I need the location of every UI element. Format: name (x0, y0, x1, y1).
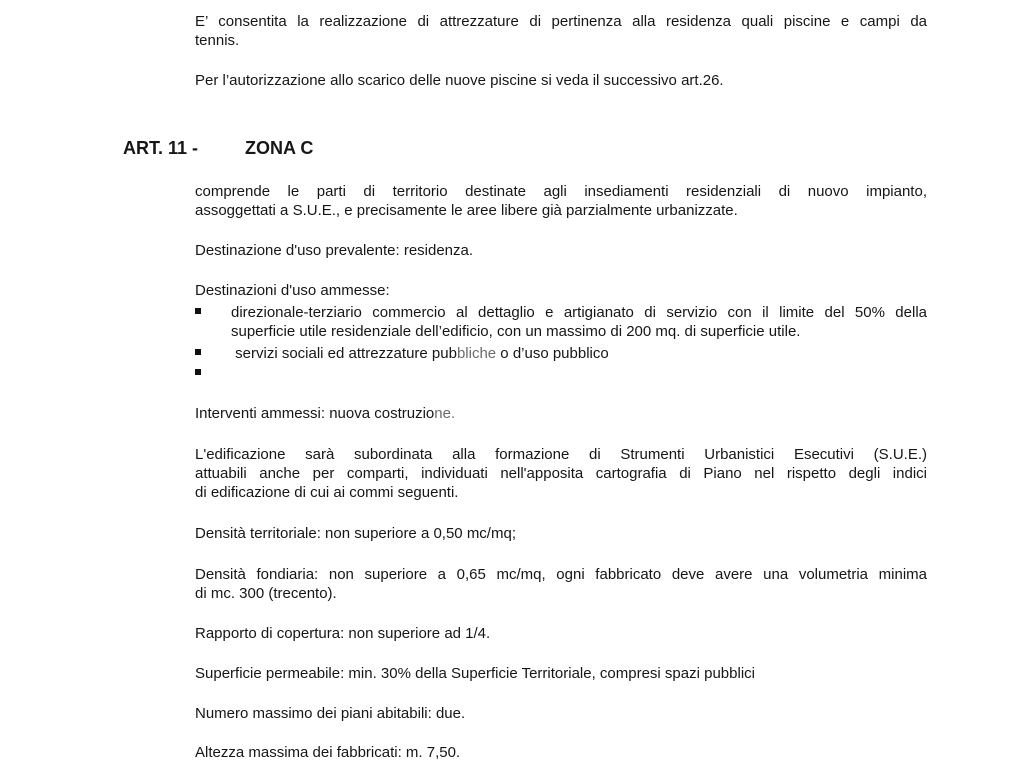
prevalent-use-paragraph: Destinazione d'uso prevalente: residenza. (195, 242, 474, 259)
scope-paragraph-line-2: assoggettati a S.U.E., e precisamente le aree libere già parzialmente urbanizzate. (195, 202, 738, 219)
edification-paragraph-line-2: attuabili anche per comparti, individuati nell'apposita cartografia di Piano nel rispetto degli indici (195, 465, 927, 482)
bullet-square-icon (195, 369, 201, 375)
list-item-line-2: superficie utile residenziale dell’edificio, con un massimo di 200 mq. di superficie utile. (231, 323, 801, 340)
max-floors-paragraph: Numero massimo dei piani abitabili: due. (195, 705, 466, 722)
edification-paragraph-line-1: L'edificazione sarà subordinata alla formazione di Strumenti Urbanistici Esecutivi (S.U.E.) (195, 446, 927, 463)
territorial-density-paragraph: Densità territoriale: non superiore a 0,50 mc/mq; (195, 525, 516, 542)
edification-paragraph-line-3: di edificazione di cui ai commi seguenti. (195, 484, 459, 501)
pertinence-paragraph-line-1: E’ consentita la realizzazione di attrezzature di pertinenza alla residenza quali piscine e campi da (195, 13, 927, 30)
pertinence-paragraph-line-2: tennis. (195, 32, 240, 49)
max-height-paragraph: Altezza massima dei fabbricati: m. 7,50. (195, 744, 461, 761)
coverage-ratio-paragraph: Rapporto di copertura: non superiore ad 1/4. (195, 625, 491, 642)
article-title: ZONA C (245, 138, 314, 158)
allowed-uses-label: Destinazioni d'uso ammesse: (195, 282, 390, 299)
list-item-text: servizi sociali ed attrezzature pubbliche o d’uso pubblico (231, 345, 609, 362)
interventions-paragraph: Interventi ammessi: nuova costruzione. (195, 405, 456, 422)
land-density-paragraph-line-1: Densità fondiaria: non superiore a 0,65 mc/mq, ogni fabbricato deve avere una volumetria minima (195, 566, 927, 583)
permeable-surface-paragraph: Superficie permeabile: min. 30% della Superficie Territoriale, compresi spazi pubblici (195, 665, 755, 682)
article-number: ART. 11 - (123, 138, 199, 158)
list-item-line-1: direzionale-terziario commercio al dettaglio e artigianato di servizio con il limite del 50% della (231, 304, 927, 321)
land-density-paragraph-line-2: di mc. 300 (trecento). (195, 585, 337, 602)
scope-paragraph-line-1: comprende le parti di territorio destinate agli insediamenti residenziali di nuovo impianto, (195, 183, 927, 200)
bullet-square-icon (195, 349, 201, 355)
bullet-square-icon (195, 308, 201, 314)
article-heading (123, 137, 313, 159)
pool-discharge-paragraph: Per l’autorizzazione allo scarico delle nuove piscine si veda il successivo art.26. (195, 72, 724, 89)
